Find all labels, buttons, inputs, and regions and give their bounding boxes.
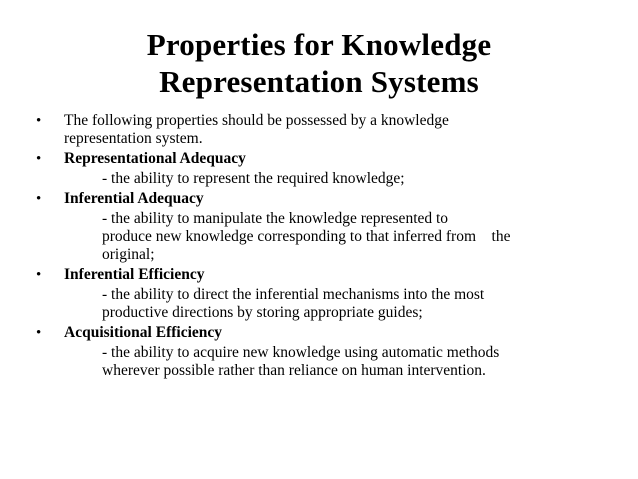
slide-title [0,26,638,100]
list-item-acquisitional-efficiency [32,324,592,342]
description-line: - the ability to direct the inferential mechanisms into the most [102,286,485,303]
intro-line-1: The following properties should be possessed by a knowledge [64,112,449,129]
item-heading: Acquisitional Efficiency [64,324,223,341]
bullet-dot-icon: • [36,151,42,167]
title-line-2: Representation Systems [159,64,479,99]
list-item-inferential-efficiency [32,266,592,284]
description-line: wherever possible rather than reliance on human intervention. [102,362,486,379]
description-line: - the ability to represent the required knowledge; [102,170,405,187]
item-description [32,210,592,264]
description-line: - the ability to manipulate the knowledge represented to [102,210,449,227]
intro-text [64,112,592,148]
list-item-representational-adequacy [32,150,592,168]
item-heading: Representational Adequacy [64,150,246,167]
bullet-list [32,112,592,382]
bullet-dot-icon: • [36,267,42,283]
item-heading: Inferential Adequacy [64,190,204,207]
bullet-dot-icon: • [36,113,42,129]
title-line-1: Properties for Knowledge [146,27,492,62]
intro-bullet [32,112,592,148]
description-line: - the ability to acquire new knowledge using automatic methods [102,344,500,361]
item-description [32,344,592,380]
intro-line-2: representation system. [64,130,203,147]
description-line: produce new knowledge corresponding to that inferred from the [102,228,511,245]
item-heading: Inferential Efficiency [64,266,205,283]
item-description [32,286,592,322]
item-description [32,170,592,188]
list-item-inferential-adequacy [32,190,592,208]
bullet-dot-icon: • [36,325,42,341]
description-line: original; [102,246,155,263]
description-line: productive directions by storing appropriate guides; [102,304,423,321]
bullet-dot-icon: • [36,191,42,207]
